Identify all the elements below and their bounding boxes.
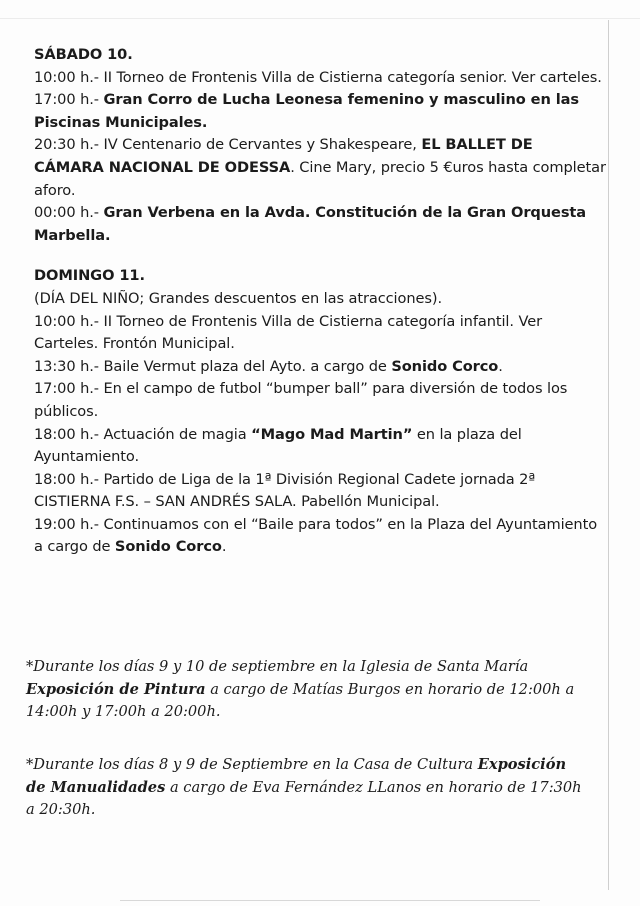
sunday-event bbox=[34, 469, 606, 514]
event-time: 10:00 h.- bbox=[34, 312, 99, 330]
sunday-event bbox=[34, 311, 606, 356]
sunday-event bbox=[34, 424, 606, 469]
exhibition-title: Exposición de Manualidades bbox=[26, 756, 567, 796]
event-highlight: EL BALLET DE CÁMARA NACIONAL DE ODESSA bbox=[34, 136, 533, 176]
event-text: II Torneo de Frontenis Villa de Cistierna categoría senior. Ver carteles. bbox=[98, 68, 602, 86]
event-text-after: . bbox=[498, 357, 503, 375]
event-text-after: en la plaza del Ayuntamiento. bbox=[34, 425, 522, 466]
exhibition-crafts bbox=[26, 754, 586, 822]
event-text: Baile Vermut plaza del Ayto. a cargo de bbox=[98, 357, 392, 375]
event-time: 17:00 h.- bbox=[34, 91, 99, 109]
sunday-note: (DÍA DEL NIÑO; Grandes descuentos en las atracciones). bbox=[34, 289, 442, 307]
exhibition-text: *Durante los días 9 y 10 de septiembre en la Iglesia de Santa María bbox=[26, 658, 529, 675]
sunday-heading: DOMINGO 11. bbox=[34, 267, 145, 285]
program-content bbox=[34, 44, 606, 559]
exhibition-text: *Durante los días 8 y 9 de Septiembre en la Casa de Cultura bbox=[26, 756, 478, 773]
event-highlight: Sonido Corco bbox=[114, 538, 222, 556]
saturday-event bbox=[34, 67, 606, 90]
event-time: 00:00 h.- bbox=[34, 204, 99, 222]
exhibition-text-after: a cargo de Eva Fernández LLanos en horario de 17:30h a 20:30h. bbox=[26, 778, 582, 819]
saturday-event bbox=[34, 134, 606, 202]
event-highlight: Sonido Corco bbox=[391, 357, 499, 375]
event-text-after: . bbox=[221, 538, 227, 556]
event-text: Partido de Liga de la 1ª División Regional Cadete jornada 2ª CISTIERNA F.S. – SAN ANDRÉS SALA. Pabellón Municipal. bbox=[34, 470, 536, 511]
event-time: 17:00 h.- bbox=[34, 380, 99, 398]
event-time: 10:00 h.- bbox=[34, 68, 99, 86]
saturday-event bbox=[34, 89, 606, 134]
scan-edge-right bbox=[608, 20, 609, 890]
exhibition-painting bbox=[26, 656, 586, 724]
saturday-event bbox=[34, 202, 606, 247]
event-highlight: Gran Corro de Lucha Leonesa femenino y masculino en las Piscinas Municipales. bbox=[34, 91, 579, 131]
event-text: Actuación de magia bbox=[98, 425, 252, 443]
exhibition-text-after: a cargo de Matías Burgos en horario de 12:00h a 14:00h y 17:00h a 20:00h. bbox=[26, 680, 575, 721]
event-text: IV Centenario de Cervantes y Shakespeare, bbox=[98, 136, 422, 154]
event-text: Continuamos con el “Baile para todos” en la Plaza del Ayuntamiento a cargo de bbox=[34, 515, 598, 556]
section-gap bbox=[34, 247, 606, 265]
event-highlight: Gran Verbena en la Avda. Constitución de la Gran Orquesta Marbella. bbox=[34, 204, 587, 244]
scan-edge-bottom bbox=[120, 900, 540, 901]
sunday-event bbox=[34, 378, 606, 423]
event-time: 20:30 h.- bbox=[34, 136, 99, 154]
event-text: En el campo de futbol “bumper ball” para diversión de todos los públicos. bbox=[34, 380, 568, 420]
sunday-event bbox=[34, 514, 606, 559]
scan-edge-top bbox=[0, 18, 640, 19]
event-text-after: . Cine Mary, precio 5 €uros hasta completar aforo. bbox=[34, 158, 606, 199]
exhibition-title: Exposición de Pintura bbox=[26, 680, 206, 698]
event-highlight: “Mago Mad Martin” bbox=[251, 425, 413, 443]
event-time: 13:30 h.- bbox=[34, 357, 99, 375]
event-time: 19:00 h.- bbox=[34, 515, 99, 533]
saturday-heading: SÁBADO 10. bbox=[34, 46, 133, 63]
event-text: II Torneo de Frontenis Villa de Cistierna categoría infantil. Ver Carteles. Frontón Municipal. bbox=[34, 312, 542, 353]
event-time: 18:00 h.- bbox=[34, 470, 99, 488]
sunday-event bbox=[34, 356, 606, 379]
event-time: 18:00 h.- bbox=[34, 425, 99, 443]
